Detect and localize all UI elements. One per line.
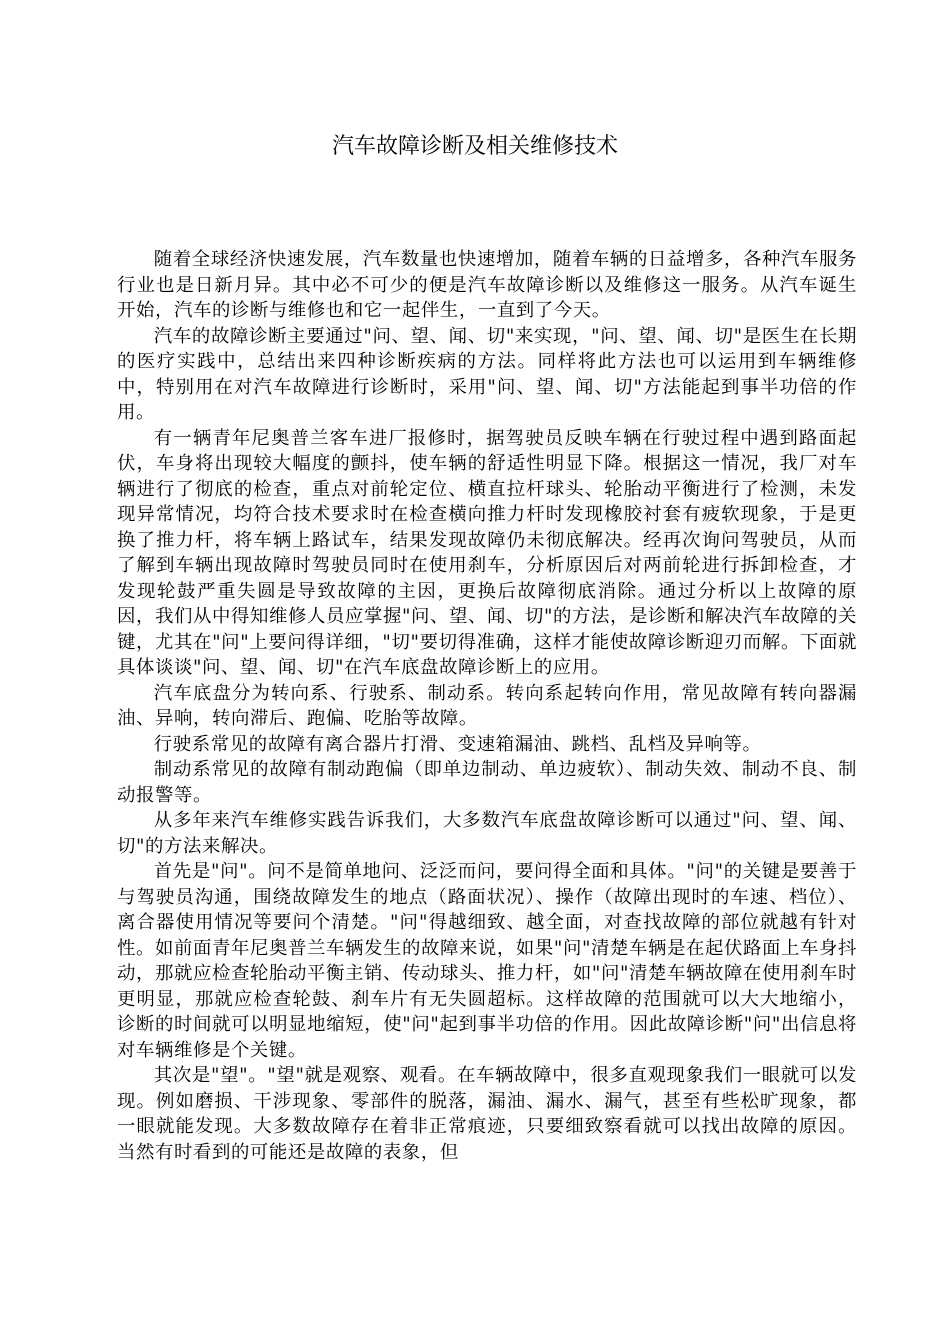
document-title: 汽车故障诊断及相关维修技术 <box>331 134 618 159</box>
paragraph-case-study: 有一辆青年尼奥普兰客车进厂报修时，据驾驶员反映车辆在行驶过程中遇到路面起伏，车身将出现较大幅度的颤抖，使车辆的舒适性明显下降。根据这一情况，我厂对车辆进行了彻底的检查，重点对前轮定位、横直拉杆球头、轮胎动平衡进行了检测，未发现异常情况，均符合技术要求时在检查横向推力杆时发现橡胶衬套有疲软现象，于是更换了推力杆，将车辆上路试车，结果发现故障仍未彻底解决。经再次询问驾驶员，从而了解到车辆出现故障时驾驶员同时在使用刹车，分析原因后对两前轮进行拆卸检查，才发现轮鼓严重失圆是导致故障的主因，更换后故障彻底消除。通过分析以上故障的原因，我们从中得知维修人员应掌握"问、望、闻、切"的方法，是诊断和解决汽车故障的关键，尤其在"问"上要问得详细，"切"要切得准确，这样才能使故障诊断迎刃而解。下面就具体谈谈"问、望、闻、切"在汽车底盘故障诊断上的应用。 <box>117 427 857 678</box>
paragraph-braking-system: 制动系常见的故障有制动跑偏（即单边制动、单边疲软）、制动失效、制动不良、制动报警等。 <box>117 759 857 806</box>
paragraph-practice: 从多年来汽车维修实践告诉我们，大多数汽车底盘故障诊断可以通过"问、望、闻、切"的方法来解决。 <box>117 810 857 857</box>
paragraph-ask: 首先是"问"。问不是简单地问、泛泛而问，要问得全面和具体。"问"的关键是要善于与驾驶员沟通，围绕故障发生的地点（路面状况）、操作（故障出现时的车速、档位）、离合器使用情况等要问个清楚。"问"得越细致、越全面，对查找故障的部位就越有针对性。如前面青年尼奥普兰车辆发生的故障来说，如果"问"清楚车辆是在起伏路面上车身抖动，那就应检查轮胎动平衡主销、传动球头、推力杆，如"问"清楚车辆故障在使用刹车时更明显，那就应检查轮鼓、刹车片有无失圆超标。这样故障的范围就可以大大地缩小，诊断的时间就可以明显地缩短，使"问"起到事半功倍的作用。因此故障诊断"问"出信息将对车辆维修是个关键。 <box>117 861 857 1061</box>
paragraph-intro: 随着全球经济快速发展，汽车数量也快速增加，随着车辆的日益增多，各种汽车服务行业也是日新月异。其中必不可少的便是汽车故障诊断以及维修这一服务。从汽车诞生开始，汽车的诊断与维修也和它一起伴生，一直到了今天。 <box>117 249 857 321</box>
document-body <box>117 247 857 1165</box>
paragraph-four-methods: 汽车的故障诊断主要通过"问、望、闻、切"来实现，"问、望、闻、切"是医生在长期的医疗实践中，总结出来四种诊断疾病的方法。同样将此方法也可以运用到车辆维修中，特别用在对汽车故障进行诊断时，采用"问、望、闻、切"方法能起到事半功倍的作用。 <box>117 325 857 423</box>
paragraph-look: 其次是"望"。"望"就是观察、观看。在车辆故障中，很多直观现象我们一眼就可以发现。例如磨损、干涉现象、零部件的脱落，漏油、漏水、漏气，甚至有些松旷现象，都一眼就能发现。大多数故障存在着非正常痕迹，只要细致察看就可以找出故障的原因。当然有时看到的可能还是故障的表象，但 <box>117 1065 857 1163</box>
paragraph-driving-system: 行驶系常见的故障有离合器片打滑、变速箱漏油、跳档、乱档及异响等。 <box>153 733 762 755</box>
paragraph-chassis-steering: 汽车底盘分为转向系、行驶系、制动系。转向系起转向作用，常见故障有转向器漏油、异响，转向滞后、跑偏、吃胎等故障。 <box>117 682 857 729</box>
